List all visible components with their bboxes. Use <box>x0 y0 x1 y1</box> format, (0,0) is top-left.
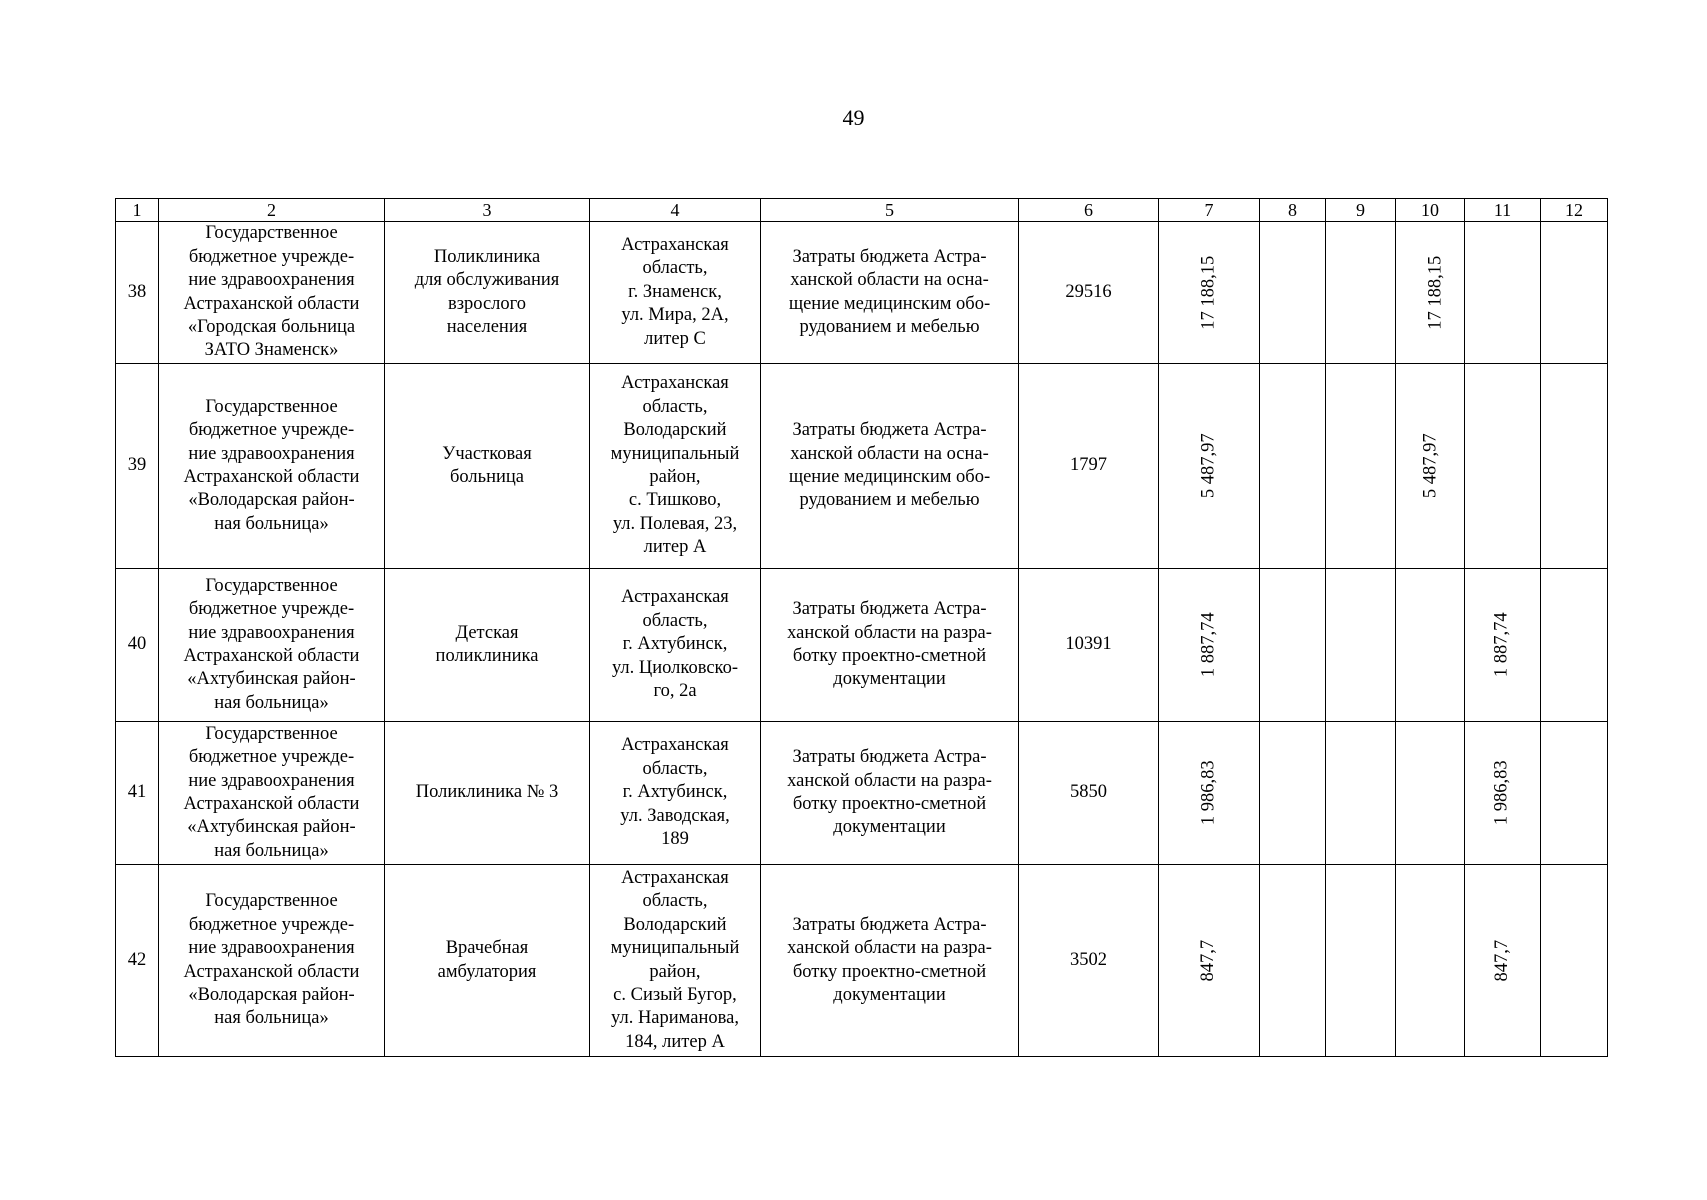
column-number: 5 <box>761 199 1019 222</box>
col12-cell <box>1541 865 1608 1057</box>
object-cell: Детская поликлиника <box>385 569 590 722</box>
col11-cell <box>1465 865 1541 1057</box>
object-cell: Врачебная амбулатория <box>385 865 590 1057</box>
data-table <box>115 198 1608 1057</box>
col12-cell <box>1541 364 1608 569</box>
col12-cell <box>1541 569 1608 722</box>
col6-cell: 5850 <box>1019 722 1159 865</box>
col7-cell <box>1159 222 1260 364</box>
purpose-cell: Затраты бюджета Астра- ханской области на осна- щение медицинским обо- рудованием и мебелью <box>761 364 1019 569</box>
row-number: 40 <box>116 569 159 722</box>
col8-cell <box>1260 364 1326 569</box>
col8-cell <box>1260 722 1326 865</box>
col9-cell <box>1326 865 1396 1057</box>
col6-cell: 1797 <box>1019 364 1159 569</box>
institution-cell: Государственное бюджетное учрежде- ние здравоохранения Астраханской области «Ахтубинская район- ная больница» <box>159 722 385 865</box>
column-number: 3 <box>385 199 590 222</box>
institution-cell: Государственное бюджетное учрежде- ние здравоохранения Астраханской области «Городская больница ЗАТО Знаменск» <box>159 222 385 364</box>
address-cell: Астраханская область, г. Ахтубинск, ул. Циолковско- го, 2а <box>590 569 761 722</box>
col12-cell <box>1541 222 1608 364</box>
column-number: 9 <box>1326 199 1396 222</box>
row-number: 42 <box>116 865 159 1057</box>
address-cell: Астраханская область, г. Знаменск, ул. Мира, 2А, литер С <box>590 222 761 364</box>
column-number: 7 <box>1159 199 1260 222</box>
col9-cell <box>1326 222 1396 364</box>
address-cell: Астраханская область, г. Ахтубинск, ул. Заводская, 189 <box>590 722 761 865</box>
col10-value: 5 487,97 <box>1420 433 1441 499</box>
col8-cell <box>1260 222 1326 364</box>
table-row <box>116 569 1608 722</box>
address-cell: Астраханская область, Володарский муниципальный район, с. Сизый Бугор, ул. Нариманова, 184, литер А <box>590 865 761 1057</box>
col12-cell <box>1541 722 1608 865</box>
column-number: 1 <box>116 199 159 222</box>
col11-cell <box>1465 722 1541 865</box>
col9-cell <box>1326 722 1396 865</box>
col10-cell <box>1396 865 1465 1057</box>
col6-cell: 10391 <box>1019 569 1159 722</box>
col11-value: 1 887,74 <box>1491 612 1512 678</box>
address-cell: Астраханская область, Володарский муниципальный район, с. Тишково, ул. Полевая, 23, литер А <box>590 364 761 569</box>
col10-cell <box>1396 722 1465 865</box>
col7-value: 1 887,74 <box>1198 612 1219 678</box>
col11-cell <box>1465 569 1541 722</box>
col7-cell <box>1159 569 1260 722</box>
purpose-cell: Затраты бюджета Астра- ханской области на разра- ботку проектно-сметной документации <box>761 865 1019 1057</box>
purpose-cell: Затраты бюджета Астра- ханской области на разра- ботку проектно-сметной документации <box>761 722 1019 865</box>
table-row <box>116 222 1608 364</box>
col9-cell <box>1326 364 1396 569</box>
row-number: 38 <box>116 222 159 364</box>
institution-cell: Государственное бюджетное учрежде- ние здравоохранения Астраханской области «Ахтубинская район- ная больница» <box>159 569 385 722</box>
table-row <box>116 865 1608 1057</box>
col6-cell: 29516 <box>1019 222 1159 364</box>
col11-value: 847,7 <box>1491 939 1512 982</box>
col7-cell <box>1159 722 1260 865</box>
col11-value: 1 986,83 <box>1491 760 1512 826</box>
row-number: 41 <box>116 722 159 865</box>
column-number: 12 <box>1541 199 1608 222</box>
row-number: 39 <box>116 364 159 569</box>
col10-cell <box>1396 569 1465 722</box>
col11-cell <box>1465 364 1541 569</box>
table-row <box>116 364 1608 569</box>
col8-cell <box>1260 569 1326 722</box>
object-cell: Поликлиника для обслуживания взрослого населения <box>385 222 590 364</box>
col7-value: 847,7 <box>1198 939 1219 982</box>
col10-cell <box>1396 222 1465 364</box>
col7-cell <box>1159 364 1260 569</box>
col6-cell: 3502 <box>1019 865 1159 1057</box>
column-number-row <box>116 199 1608 222</box>
table-row <box>116 722 1608 865</box>
page-number: 49 <box>842 105 865 130</box>
col7-value: 1 986,83 <box>1198 760 1219 826</box>
institution-cell: Государственное бюджетное учрежде- ние здравоохранения Астраханской области «Володарская район- ная больница» <box>159 865 385 1057</box>
institution-cell: Государственное бюджетное учрежде- ние здравоохранения Астраханской области «Володарская район- ная больница» <box>159 364 385 569</box>
col7-cell <box>1159 865 1260 1057</box>
col8-cell <box>1260 865 1326 1057</box>
col10-cell <box>1396 364 1465 569</box>
column-number: 6 <box>1019 199 1159 222</box>
purpose-cell: Затраты бюджета Астра- ханской области на разра- ботку проектно-сметной документации <box>761 569 1019 722</box>
column-number: 2 <box>159 199 385 222</box>
column-number: 8 <box>1260 199 1326 222</box>
column-number: 10 <box>1396 199 1465 222</box>
column-number: 4 <box>590 199 761 222</box>
column-number: 11 <box>1465 199 1541 222</box>
col9-cell <box>1326 569 1396 722</box>
col7-value: 5 487,97 <box>1198 433 1219 499</box>
col10-value: 17 188,15 <box>1425 255 1446 330</box>
col7-value: 17 188,15 <box>1198 255 1219 330</box>
purpose-cell: Затраты бюджета Астра- ханской области на осна- щение медицинским обо- рудованием и мебелью <box>761 222 1019 364</box>
col11-cell <box>1465 222 1541 364</box>
object-cell: Участковая больница <box>385 364 590 569</box>
object-cell: Поликлиника № 3 <box>385 722 590 865</box>
